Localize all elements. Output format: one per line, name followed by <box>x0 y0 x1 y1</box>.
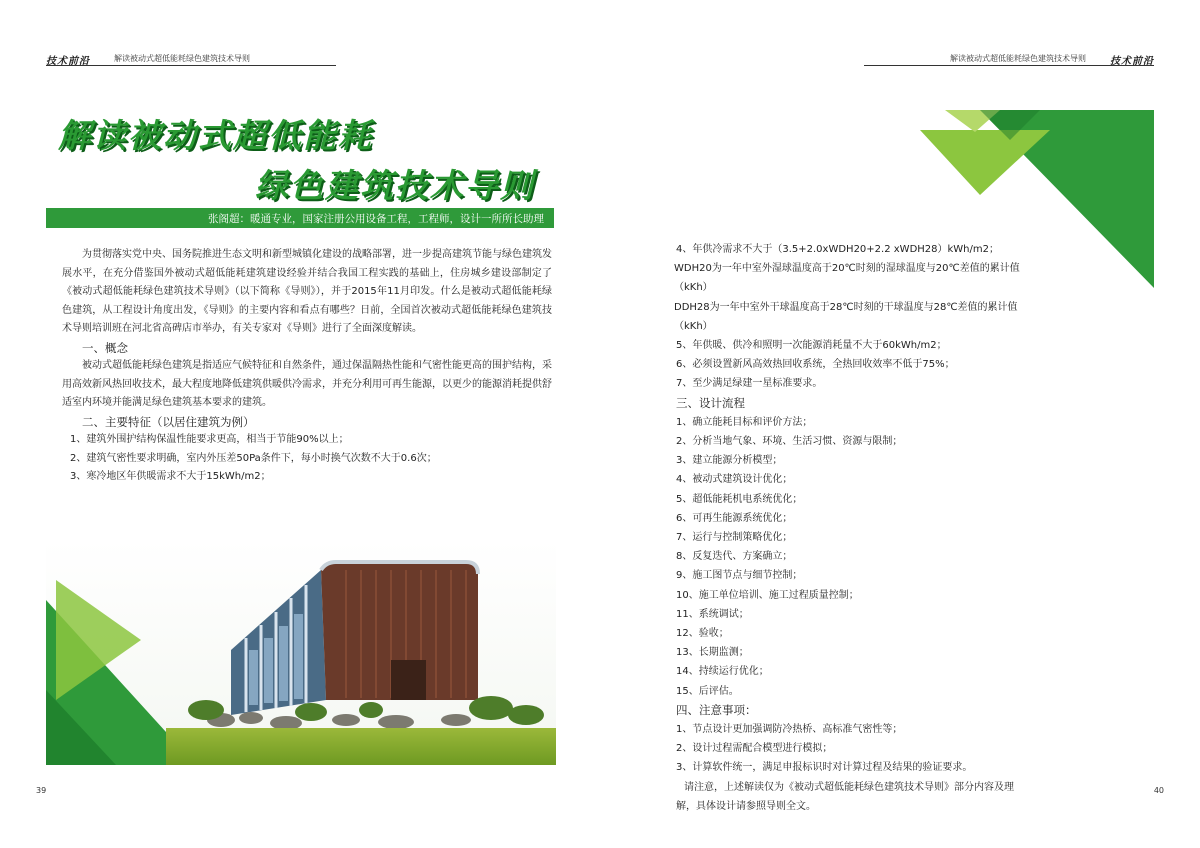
building-illustration <box>46 540 556 765</box>
page-number-right: 40 <box>1153 786 1164 795</box>
running-header-right <box>864 52 1154 66</box>
magazine-logo: 技术前沿 <box>46 56 90 67</box>
building-photo <box>46 540 556 765</box>
process-step: 2、分析当地气象、环境、生活习惯、资源与限制； <box>676 436 903 448</box>
section-heading-design-process: 三、设计流程 <box>676 395 745 410</box>
process-step: 15、后评估。 <box>676 685 739 697</box>
magazine-logo: 技术前沿 <box>1110 56 1154 67</box>
running-title: 解读被动式超低能耗绿色建筑技术导则 <box>950 54 1086 63</box>
process-step: 13、长期监测； <box>676 647 749 659</box>
section-heading-notes: 四、注意事项： <box>676 702 757 717</box>
process-step: 14、持续运行优化； <box>676 666 769 678</box>
feature-item: 1、建筑外围护结构保温性能要求更高，相当于节能90%以上； <box>70 434 349 445</box>
process-step: 6、可再生能源系统优化； <box>676 512 793 524</box>
note-item: 3、计算软件统一，满足申报标识时对计算过程及结果的验证要求。 <box>676 762 973 774</box>
process-step: 5、超低能耗机电系统优化； <box>676 493 803 505</box>
page-number-left: 39 <box>36 786 47 795</box>
note-item: 1、节点设计更加强调防冷热桥、高标准气密性等； <box>676 724 903 736</box>
author-bar <box>46 208 554 228</box>
running-header-left <box>46 52 336 66</box>
section-heading-concept: 一、概念 <box>82 340 128 355</box>
feature-item: 7、至少满足绿建一星标准要求。 <box>676 378 823 390</box>
author-info: 张阁超：暖通专业，国家注册公用设备工程，工程师，设计一所所长助理 <box>208 213 544 225</box>
article-title-line1: 解读被动式超低能耗 <box>58 116 373 155</box>
article-body-left <box>62 246 552 487</box>
concept-paragraph: 被动式超低能耗绿色建筑是指适应气候特征和自然条件，通过保温隔热性能和气密性能更高的围护结构，采用高效新风热回收技术，最大程度地降低建筑供暖供冷需求，并充分利用可再生能源，以更少的能源消耗提供舒适室内环境并能满足绿色建筑基本要求的建筑。 <box>62 360 552 408</box>
section-heading-features: 二、主要特征（以居住建筑为例） <box>82 414 255 429</box>
feature-definition: DDH28为一年中室外干球温度高于28℃时刻的干球温度与28℃差值的累计值（kKh） <box>674 301 1018 332</box>
feature-item: 5、年供暖、供冷和照明一次能源消耗量不大于60kWh/m2； <box>676 340 947 352</box>
note-item: 2、设计过程需配合模型进行模拟； <box>676 743 833 755</box>
feature-item: 4、年供冷需求不大于（3.5+2.0xWDH20+2.2 xWDH28）kWh/m2； <box>676 244 999 255</box>
closing-note: 请注意，上述解读仅为《被动式超低能耗绿色建筑技术导则》部分内容及理解，具体设计请参照导则全文。 <box>676 781 1014 812</box>
process-step: 3、建立能源分析模型； <box>676 455 783 467</box>
process-step: 4、被动式建筑设计优化； <box>676 474 793 486</box>
process-step: 8、反复迭代、方案确立； <box>676 551 793 563</box>
article-body-right <box>676 240 1036 816</box>
running-title: 解读被动式超低能耗绿色建筑技术导则 <box>114 54 250 63</box>
feature-item: 2、建筑气密性要求明确，室内外压差50Pa条件下，每小时换气次数不大于0.6次； <box>70 452 437 464</box>
intro-paragraph: 为贯彻落实党中央、国务院推进生态文明和新型城镇化建设的战略部署，进一步提高建筑节能与绿色建筑发展水平，在充分借鉴国外被动式超低能耗建筑建设经验并结合我国工程实践的基础上，住房城乡建设部制定了《被动式超低能耗绿色建筑技术导则》（以下简称《导则》），并于2015年11月印发。什么是被动式超低能耗绿色建筑，从工程设计角度出发，《导则》的主要内容和看点有哪些？日前，全国首次被动式超低能耗绿色建筑技术导则培训班在河北省高碑店市举办，有关专家对《导则》进行了全面深度解读。 <box>62 249 552 334</box>
process-step: 9、施工图节点与细节控制； <box>676 570 803 582</box>
feature-definition: WDH20为一年中室外湿球温度高于20℃时刻的湿球温度与20℃差值的累计值（kKh） <box>674 263 1020 294</box>
process-step: 1、确立能耗目标和评价方法； <box>676 416 813 428</box>
feature-item: 3、寒冷地区年供暖需求不大于15kWh/m2； <box>70 471 271 482</box>
process-step: 12、验收； <box>676 628 729 640</box>
process-step: 10、施工单位培训、施工过程质量控制； <box>676 589 859 601</box>
process-step: 11、系统调试； <box>676 608 749 620</box>
feature-item: 6、必须设置新风高效热回收系统，全热回收效率不低于75%； <box>676 359 955 371</box>
article-title-line2: 绿色建筑技术导则 <box>255 166 535 205</box>
process-step: 7、运行与控制策略优化； <box>676 532 793 544</box>
